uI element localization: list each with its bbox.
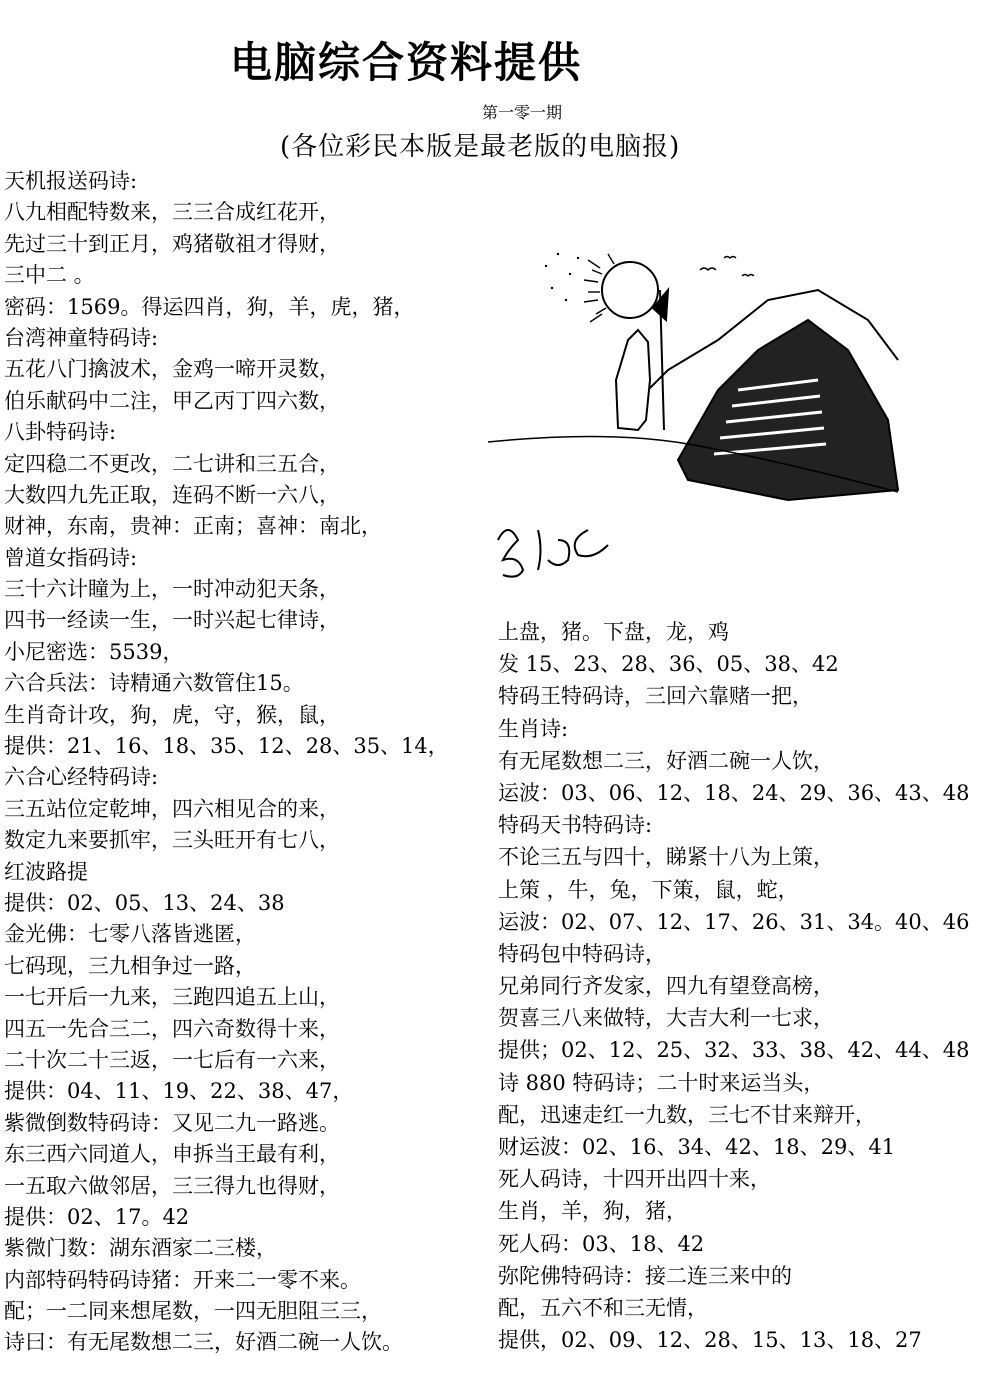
text-line: 天机报送码诗: xyxy=(4,169,138,193)
text-line: 提供：02、17。42 xyxy=(4,1204,190,1229)
text-line: 三十六计瞳为上，一时冲动犯天条， xyxy=(4,577,340,602)
text-line: 配，迅速走红一九数，三七不甘来辩开， xyxy=(498,1102,876,1127)
text-line: 密码：1569。得运四肖，狗，羊，虎，猪， xyxy=(4,294,415,319)
page-title: 电脑综合资料提供 xyxy=(230,38,583,87)
text-line: 东三西六同道人，申拆当王最有利， xyxy=(4,1142,340,1167)
text-line: 三五站位定乾坤，四六相见合的来， xyxy=(4,796,340,821)
text-line: 财神，东南，贵神：正南；喜神：南北， xyxy=(4,514,382,539)
text-line: 金光佛：七零八落皆逃匿， xyxy=(4,922,256,947)
text-line: 上盘，猪。下盘，龙，鸡 xyxy=(498,620,729,644)
text-line: 紫微门数：湖东酒家二三楼， xyxy=(4,1236,277,1261)
text-line: 曾道女指码诗: xyxy=(4,545,138,570)
text-line: 特码天书特码诗: xyxy=(498,813,653,838)
text-line: 台湾神童特码诗: xyxy=(4,325,159,350)
text-line: 五花八门擒波术，金鸡一啼开灵数， xyxy=(4,357,340,382)
text-line: 生肖诗: xyxy=(498,716,569,741)
text-line: 运波：03、06、12、18、24、29、36、43、48 xyxy=(498,780,970,805)
text-line: 数定九来要抓牢，三头旺开有七八， xyxy=(4,828,340,853)
text-line: 上策 ，牛，兔，下策，鼠，蛇， xyxy=(498,877,799,902)
right-column xyxy=(498,616,998,1356)
text-line: 兄弟同行齐发家，四九有望登高榜， xyxy=(498,974,834,999)
sun-icon xyxy=(545,253,658,322)
text-line: 死人码诗，十四开出四十来， xyxy=(498,1167,771,1192)
text-line: 一七开后一九来，三跑四追五上山， xyxy=(4,985,340,1010)
text-line: 二十次二十三返，一七后有一六来， xyxy=(4,1047,340,1072)
text-line: 配；一二同来想尾数，一四无胆阻三三， xyxy=(4,1299,382,1324)
text-line: 六合心经特码诗: xyxy=(4,765,159,790)
birds-icon xyxy=(700,257,754,277)
signature-icon xyxy=(498,530,608,577)
issue-number: 第一零一期 xyxy=(482,103,563,122)
text-line: 小尼密选：5539， xyxy=(4,639,184,664)
text-line: 特码王特码诗，三回六靠赌一把， xyxy=(498,684,813,709)
text-line: 八九相配特数来，三三合成红花开， xyxy=(4,200,340,225)
text-line: 诗 880 特码诗；二十时来运当头， xyxy=(498,1070,825,1095)
text-line: 提供；02、12、25、32、33、38、42、44、48 xyxy=(498,1038,970,1063)
text-line: 红波路提 xyxy=(4,859,88,884)
text-line: 诗曰：有无尾数想二三，好酒二碗一人饮。 xyxy=(4,1330,403,1355)
text-line: 七码现，三九相争过一路， xyxy=(4,953,256,978)
text-line: 提供，02、09、12、28、15、13、18、27 xyxy=(498,1328,922,1353)
text-line: 死人码：03、18、42 xyxy=(498,1231,705,1256)
text-line: 紫微倒数特码诗：又见二九一路逃。 xyxy=(4,1110,340,1135)
page-subtitle: (各位彩民本版是最老版的电脑报) xyxy=(280,132,681,162)
text-line: 弥陀佛特码诗：接二连三来中的 xyxy=(498,1263,792,1288)
text-line: 四五一先合三二，四六奇数得十来， xyxy=(4,1016,340,1041)
text-line: 特码包中特码诗， xyxy=(498,941,666,966)
left-column xyxy=(4,166,490,1359)
text-line: 八卦特码诗: xyxy=(4,420,117,445)
text-line: 六合兵法：诗精通六数管住15。 xyxy=(4,671,304,696)
text-line: 发 15、23、28、36、05、38、42 xyxy=(498,652,839,677)
landscape-illustration xyxy=(488,230,908,590)
text-line: 配，五六不和三无情， xyxy=(498,1295,708,1320)
text-line: 定四稳二不更改，二七讲和三五合， xyxy=(4,451,340,476)
hill-icon xyxy=(678,320,898,500)
text-line: 内部特码特码诗猪：开来二一零不来。 xyxy=(4,1267,361,1292)
text-line: 生肖奇计攻，狗，虎，守，猴，鼠， xyxy=(4,702,340,727)
text-line: 运波：02、07、12、17、26、31、34。40、46 xyxy=(498,909,970,934)
text-line: 提供：21、16、18、35、12、28、35、14， xyxy=(4,734,449,759)
text-line: 提供：04、11、19、22、38、47， xyxy=(4,1079,354,1104)
text-line: 大数四九先正取，连码不断一六八， xyxy=(4,482,340,507)
text-line: 伯乐献码中二注，甲乙丙丁四六数， xyxy=(4,388,340,413)
text-line: 四书一经读一生，一时兴起七律诗， xyxy=(4,608,340,633)
text-line: 提供：02、05、13、24、38 xyxy=(4,890,285,915)
text-line: 三中二 。 xyxy=(4,263,95,288)
text-line: 先过三十到正月，鸡猪敬祖才得财， xyxy=(4,231,340,256)
text-line: 财运波：02、16、34、42、18、29、41 xyxy=(498,1135,896,1159)
text-line: 生肖，羊，狗，猪， xyxy=(498,1199,687,1224)
text-line: 一五取六做邻居，三三得九也得财， xyxy=(4,1173,340,1198)
text-line: 不论三五与四十，睇紧十八为上策， xyxy=(498,845,834,870)
text-line: 贺喜三八来做特，大吉大利一七求， xyxy=(498,1006,834,1031)
text-line: 有无尾数想二三，好酒二碗一人饮， xyxy=(498,748,834,773)
